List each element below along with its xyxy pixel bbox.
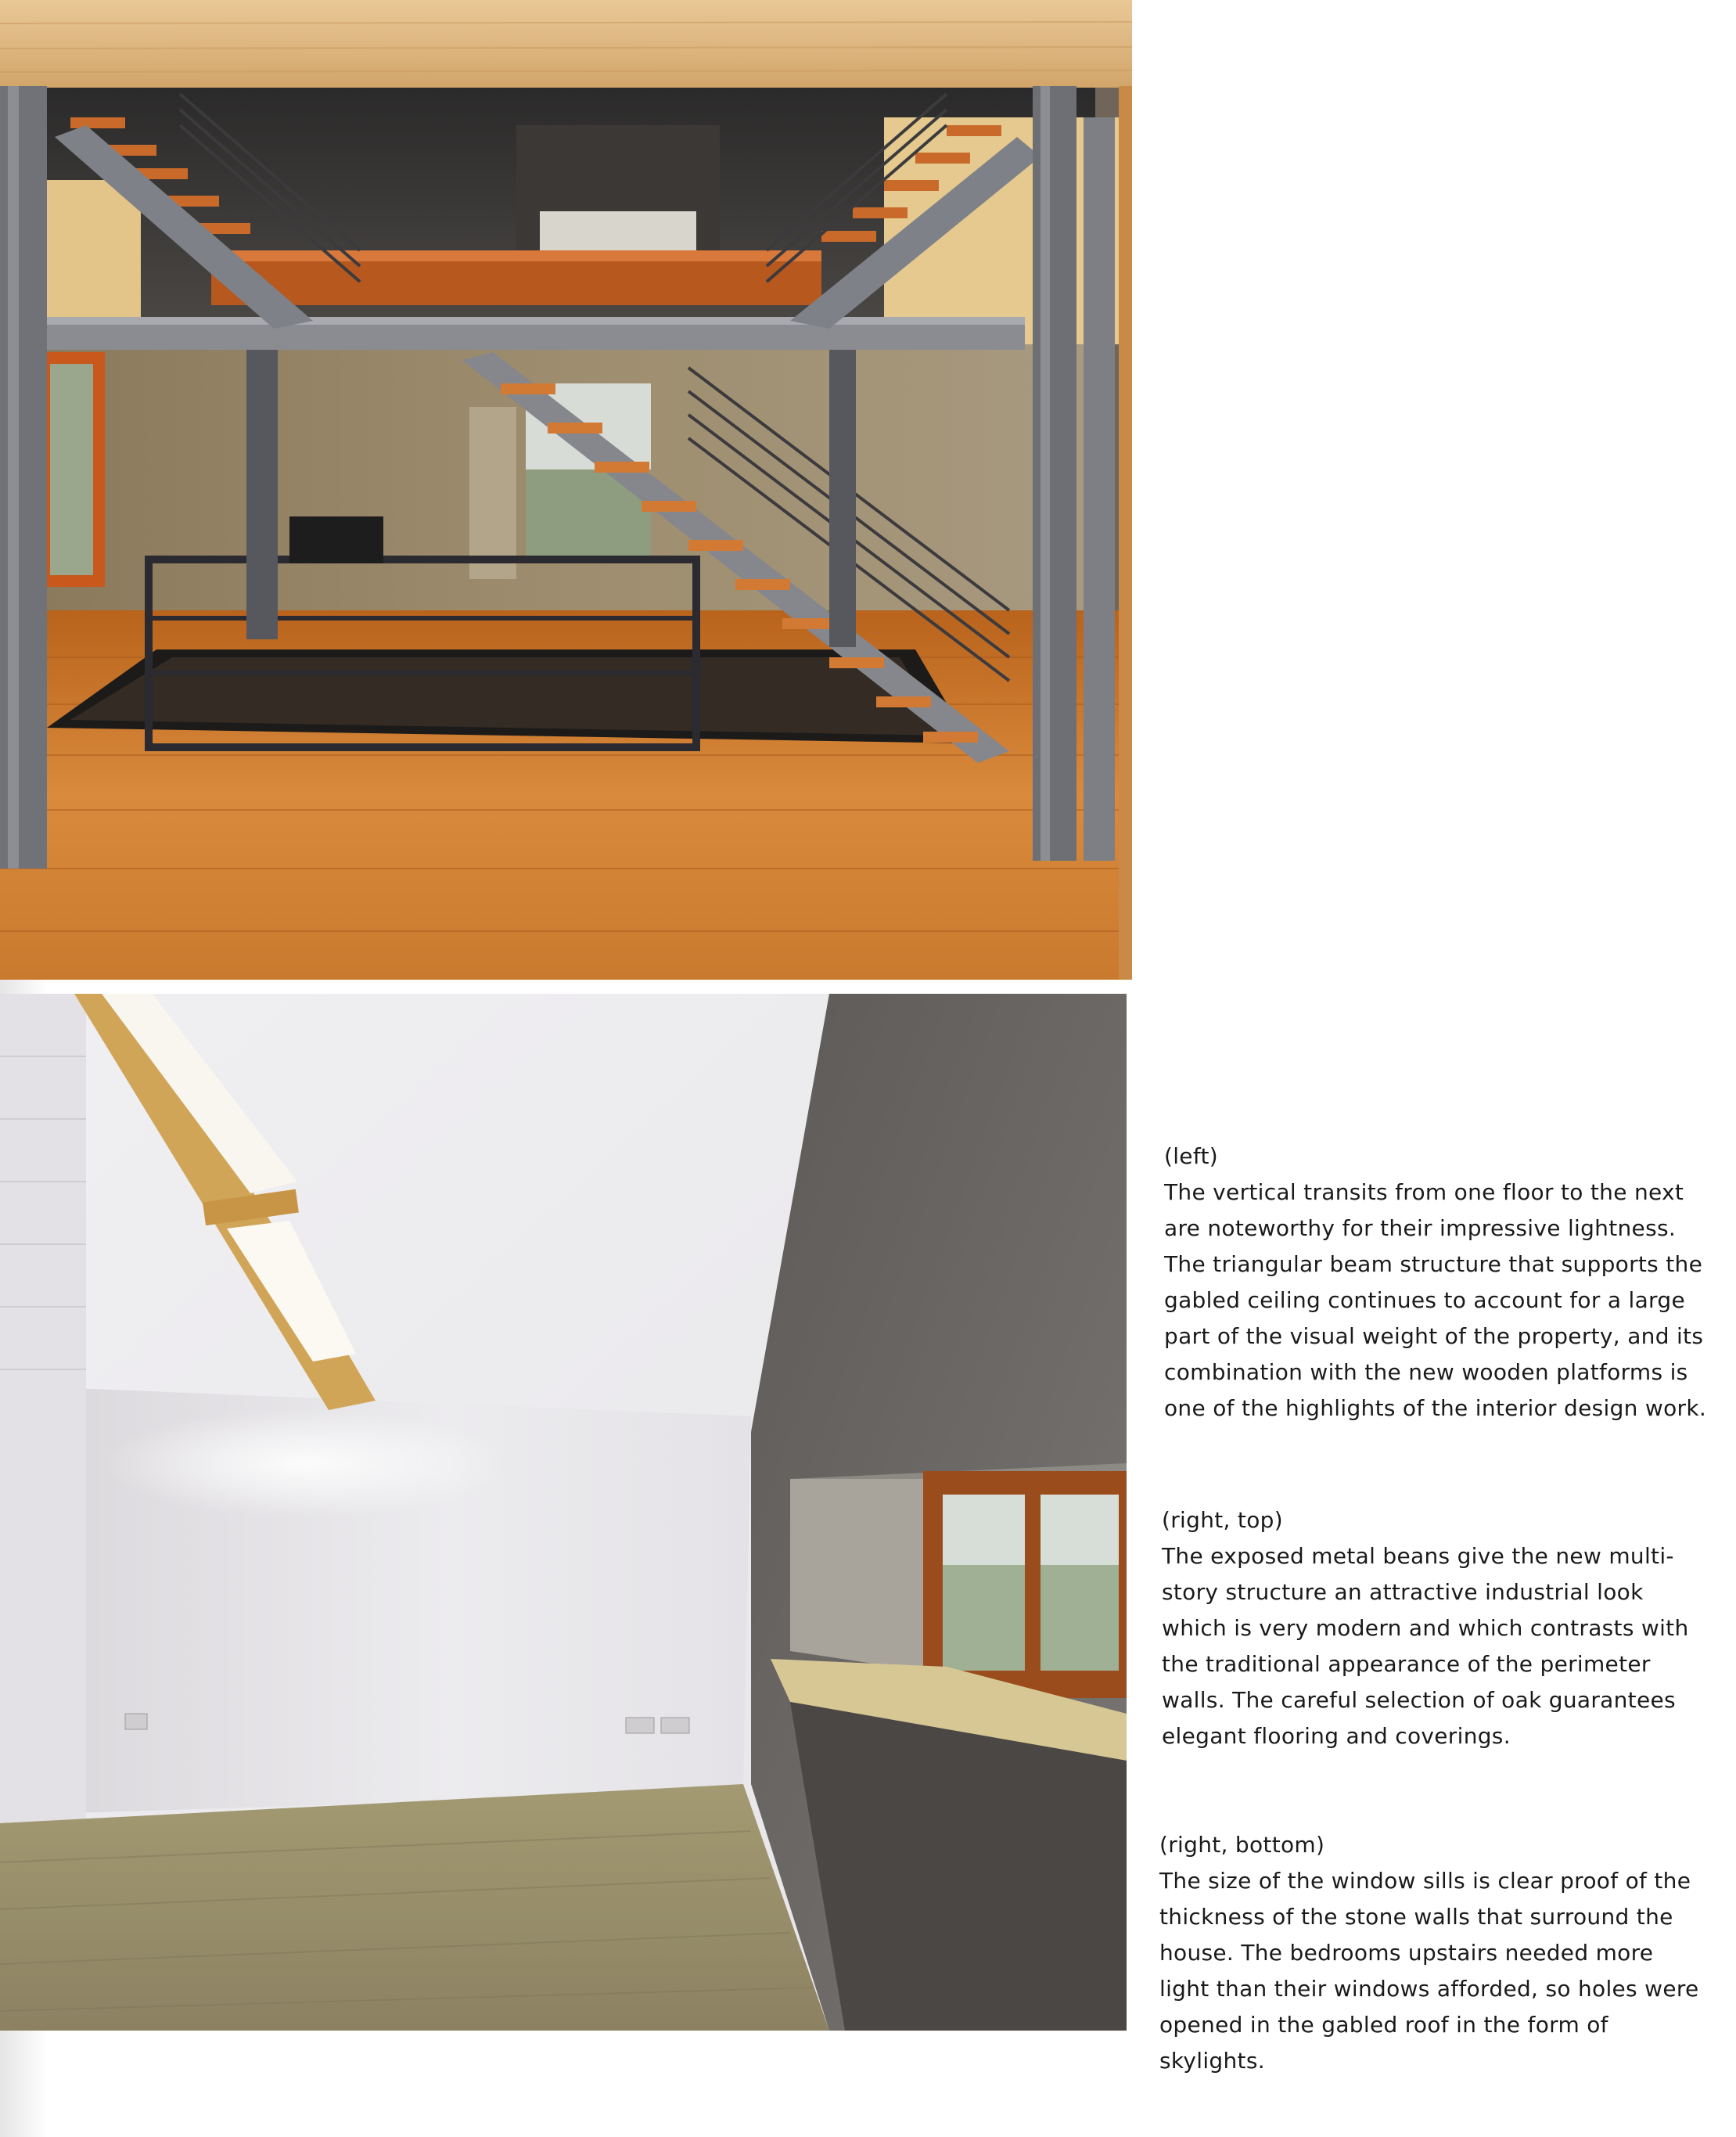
caption-left: [1164, 1139, 1712, 1426]
attic-illustration: [0, 994, 1127, 2031]
staircase-illustration: [0, 0, 1132, 980]
caption-left-heading: (left): [1164, 1143, 1218, 1169]
caption-right-bottom: [1159, 1827, 1707, 2079]
caption-right-bottom-body: The size of the window sills is clear proof of the thickness of the stone walls that surround the house. The bedrooms upstairs needed more light than their windows afforded, so holes were opened in the gabled roof in the form of skylights.: [1159, 1868, 1699, 2074]
photo-attic-bedroom: [0, 994, 1127, 2031]
caption-left-body: The vertical transits from one floor to the next are noteworthy for their impressive lightness. The triangular beam structure that supports the gabled ceiling continues to account for a large part of the visual weight of the property, and its combination with the new wooden platforms is one of the highlights of the interior design work.: [1164, 1179, 1707, 1421]
caption-right-bottom-heading: (right, bottom): [1159, 1832, 1325, 1858]
photo-staircase-interior: [0, 0, 1132, 980]
caption-right-top-heading: (right, top): [1162, 1507, 1283, 1533]
caption-right-top: [1162, 1502, 1709, 1754]
caption-right-top-body: The exposed metal beans give the new multi-story structure an attractive industrial look which is very modern and which contrasts with the traditional appearance of the perimeter walls. The careful selection of oak guarantees elegant flooring and coverings.: [1162, 1543, 1689, 1749]
